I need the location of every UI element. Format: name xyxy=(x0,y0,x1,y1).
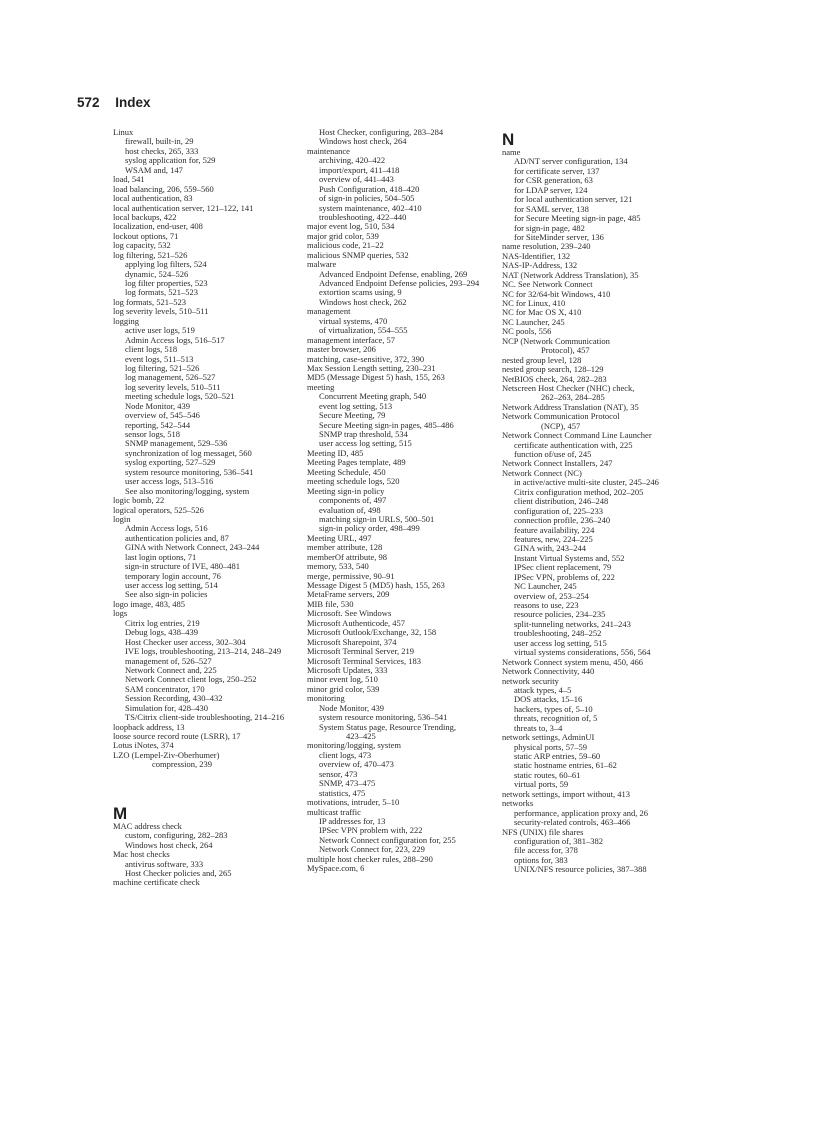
index-entry: member attribute, 128 xyxy=(307,542,383,553)
index-subentry: client logs, 473 xyxy=(319,749,372,760)
index-subentry: user access log setting, 515 xyxy=(514,637,607,648)
index-entry: meeting schedule logs, 520 xyxy=(307,476,400,487)
index-subentry: active user logs, 519 xyxy=(125,325,195,336)
index-subentry: features, new, 224–225 xyxy=(514,533,593,544)
index-entry: Lotus iNotes, 374 xyxy=(113,740,174,751)
index-subentry: AD/NT server configuration, 134 xyxy=(514,156,628,167)
index-subentry: for LDAP server, 124 xyxy=(514,184,588,195)
index-subentry: syslog exporting, 527–529 xyxy=(125,457,216,468)
index-subentry: for SiteMinder server, 136 xyxy=(514,231,604,242)
index-subentry: Admin Access logs, 516 xyxy=(125,523,208,534)
index-subentry: for local authentication server, 121 xyxy=(514,194,633,205)
index-entry: MD5 (Message Digest 5) hash, 155, 263 xyxy=(307,372,445,383)
index-subentry: Push Configuration, 418–420 xyxy=(319,183,420,194)
index-subentry: Secure Meeting sign-in pages, 485–486 xyxy=(319,419,454,430)
index-subentry: split-tunneling networks, 241–243 xyxy=(514,618,631,629)
index-entry: LZO (Lempel-Ziv-Oberhumer) xyxy=(113,749,220,760)
index-entry: MAC address check xyxy=(113,820,182,831)
index-subentry: See also monitoring/logging, system xyxy=(125,485,250,496)
index-entry: major grid color, 539 xyxy=(307,230,379,241)
index-subentry: Admin Access logs, 516–517 xyxy=(125,334,225,345)
index-entry: NCP (Network Communication xyxy=(502,335,610,346)
index-subentry: last login options, 71 xyxy=(125,551,197,562)
index-subentry: IVE logs, troubleshooting, 213–214, 248–249 xyxy=(125,646,282,657)
index-subentry: (NCP), 457 xyxy=(541,420,581,431)
index-entry: major event log, 510, 534 xyxy=(307,221,395,232)
index-subentry: compression, 239 xyxy=(152,759,212,770)
index-subentry: statistics, 475 xyxy=(319,787,366,798)
index-subentry: Citrix configuration method, 202–205 xyxy=(514,486,644,497)
index-subentry: GINA with, 243–244 xyxy=(514,543,587,554)
index-subentry: UNIX/NFS resource policies, 387–388 xyxy=(514,864,647,875)
index-subentry: system maintenance, 402–410 xyxy=(319,202,422,213)
index-entry: loopback address, 13 xyxy=(113,721,185,732)
index-subentry: archiving, 420–422 xyxy=(319,155,386,166)
index-subentry: Simulation for, 428–430 xyxy=(125,702,209,713)
index-subentry: function of/use of, 245 xyxy=(514,449,592,459)
page-number: 572 xyxy=(77,95,100,110)
index-subentry: log management, 526–527 xyxy=(125,372,216,383)
index-entry: MetaFrame servers, 209 xyxy=(307,589,390,600)
index-subentry: connection profile, 236–240 xyxy=(514,515,611,526)
index-entry: NC for Linux, 410 xyxy=(502,298,566,308)
section-letter: M xyxy=(113,803,128,823)
index-subentry: for SAML server, 138 xyxy=(514,203,589,214)
index-entry: load balancing, 206, 559–560 xyxy=(113,183,214,194)
index-subentry: security-related controls, 463–466 xyxy=(514,817,631,828)
index-entry: Meeting ID, 485 xyxy=(307,447,364,458)
index-entry: management xyxy=(307,306,351,317)
index-entry: Microsoft Sharepoint, 374 xyxy=(307,636,397,647)
index-entry: logic bomb, 22 xyxy=(113,495,165,506)
index-subentry: resource policies, 234–235 xyxy=(514,609,606,620)
index-entry: NC pools, 556 xyxy=(502,326,552,337)
index-entry: machine certificate check xyxy=(113,877,200,888)
index-subentry: for certificate server, 137 xyxy=(514,165,600,176)
index-subentry: static hostname entries, 61–62 xyxy=(514,760,617,771)
index-entry: NC. See Network Connect xyxy=(502,279,593,290)
index-subentry: of virtualization, 554–555 xyxy=(319,325,408,336)
index-entry: multicast traffic xyxy=(307,806,361,817)
index-subentry: virtual systems considerations, 556, 564 xyxy=(514,647,651,658)
index-subentry: overview of, 441–443 xyxy=(319,174,394,185)
index-subentry: NC Launcher, 245 xyxy=(514,581,577,592)
index-subentry: reasons to use, 223 xyxy=(514,600,579,610)
index-entry: minor grid color, 539 xyxy=(307,683,380,694)
index-entry: Linux xyxy=(113,127,134,137)
index-entry: Microsoft. See Windows xyxy=(307,608,392,619)
index-entry: Meeting URL, 497 xyxy=(307,532,372,543)
index-entry: management interface, 57 xyxy=(307,334,396,345)
index-entry: NFS (UNIX) file shares xyxy=(502,826,584,837)
index-entry: meeting xyxy=(307,381,335,392)
index-subentry: Secure Meeting, 79 xyxy=(319,410,386,421)
index-subentry: host checks, 265, 333 xyxy=(125,145,199,156)
index-subentry: Windows host check, 264 xyxy=(319,136,407,147)
index-subentry: DOS attacks, 15–16 xyxy=(514,694,583,705)
index-entry: monitoring xyxy=(307,693,345,704)
index-subentry: overview of, 545–546 xyxy=(125,410,200,421)
index-subentry: Advanced Endpoint Defense policies, 293–294 xyxy=(319,278,480,288)
index-entry: Microsoft Updates, 333 xyxy=(307,664,388,675)
index-subentry: in active/active multi-site cluster, 245–246 xyxy=(514,477,659,488)
index-subentry: components of, 497 xyxy=(319,495,387,506)
index-subentry: system resource monitoring, 536–541 xyxy=(125,466,254,477)
index-subentry: SNMP, 473–475 xyxy=(319,778,376,789)
index-subentry: troubleshooting, 422–440 xyxy=(319,211,407,222)
index-subentry: firewall, built-in, 29 xyxy=(125,136,194,147)
index-subentry: Windows host check, 264 xyxy=(125,839,213,850)
index-entry: local backups, 422 xyxy=(113,211,177,222)
index-entry: log formats, 521–523 xyxy=(113,296,186,307)
index-entry: NetBIOS check, 264, 282–283 xyxy=(502,373,607,384)
index-subentry: client distribution, 246–248 xyxy=(514,496,609,507)
index-subentry: Windows host check, 262 xyxy=(319,296,407,307)
index-subentry: physical ports, 57–59 xyxy=(514,741,587,752)
index-subentry: Citrix log entries, 219 xyxy=(125,617,200,628)
index-entry: Network Address Translation (NAT), 35 xyxy=(502,401,639,412)
index-subentry: syslog application for, 529 xyxy=(125,155,216,166)
index-subentry: See also sign-in policies xyxy=(125,589,208,600)
index-entry: monitoring/logging, system xyxy=(307,740,401,751)
index-subentry: troubleshooting, 248–252 xyxy=(514,628,602,639)
index-entry: NC Launcher, 245 xyxy=(502,316,565,327)
index-subentry: Network Connect configuration for, 255 xyxy=(319,834,456,845)
index-subentry: custom, configuring, 282–283 xyxy=(125,830,228,841)
index-subentry: Instant Virtual Systems and, 552 xyxy=(514,552,625,563)
index-subentry: antivirus software, 333 xyxy=(125,858,204,869)
index-entry: login xyxy=(113,513,131,524)
index-subentry: Concurrent Meeting graph, 540 xyxy=(319,391,427,402)
index-entry: name resolution, 239–240 xyxy=(502,241,591,252)
index-subentry: Node Monitor, 439 xyxy=(319,702,385,713)
index-subentry: matching sign-in URLS, 500–501 xyxy=(319,513,435,524)
index-subentry: threats to, 3–4 xyxy=(514,722,563,733)
index-entry: NC for Mac OS X, 410 xyxy=(502,307,582,318)
index-subentry: IPSec VPN, problems of, 222 xyxy=(514,571,615,582)
index-entry: Network Connect Command Line Launcher xyxy=(502,430,652,441)
index-subentry: configuration of, 381–382 xyxy=(514,835,603,846)
index-entry: Netscreen Host Checker (NHC) check, xyxy=(502,382,635,393)
index-subentry: SNMP trap threshold, 534 xyxy=(319,429,408,439)
index-entry: Microsoft Terminal Services, 183 xyxy=(307,655,421,666)
index-subentry: log filter properties, 523 xyxy=(125,278,208,288)
index-subentry: 423–425 xyxy=(346,731,376,741)
index-subentry: user access logs, 513–516 xyxy=(125,476,214,487)
index-subentry: overview of, 470–473 xyxy=(319,759,394,770)
index-subentry: Node Monitor, 439 xyxy=(125,400,191,411)
index-subentry: Network Connect and, 225 xyxy=(125,664,217,675)
index-entry: memberOf attribute, 98 xyxy=(307,551,388,562)
index-subentry: temporary login account, 76 xyxy=(125,570,221,581)
index-entry: MIB file, 530 xyxy=(307,598,354,609)
index-entry: Network Connect system menu, 450, 466 xyxy=(502,656,643,667)
index-entry: matching, case-sensitive, 372, 390 xyxy=(307,353,425,364)
index-subentry: log severity levels, 510–511 xyxy=(125,381,221,392)
index-subentry: IPSec VPN problem with, 222 xyxy=(319,825,423,836)
index-entry: NAS-Identifier, 132 xyxy=(502,250,571,261)
index-subentry: import/export, 411–418 xyxy=(319,164,400,175)
index-entry: log filtering, 521–526 xyxy=(113,249,188,260)
index-column-3 xyxy=(502,131,702,875)
index-entry: maintenance xyxy=(307,145,350,156)
index-subentry: extortion scams using, 9 xyxy=(319,287,402,298)
index-entry: NAS-IP-Address, 132 xyxy=(502,260,578,271)
index-entry: logging xyxy=(113,315,139,326)
index-entry: loose source record route (LSRR), 17 xyxy=(113,731,241,741)
index-entry: network settings, AdminUI xyxy=(502,732,595,743)
index-entry: Meeting sign-in policy xyxy=(307,485,385,496)
index-subentry: Host Checker policies and, 265 xyxy=(125,867,232,878)
index-entry: multiple host checker rules, 288–290 xyxy=(307,853,433,864)
index-subentry: hackers, types of, 5–10 xyxy=(514,703,593,714)
index-entry: lockout options, 71 xyxy=(113,230,179,241)
index-entry: name xyxy=(502,147,521,157)
index-entry: motivations, intruder, 5–10 xyxy=(307,797,400,808)
index-subentry: System Status page, Resource Trending, xyxy=(319,721,456,732)
index-subentry: 262–263, 284–285 xyxy=(541,392,605,403)
index-subentry: virtual ports, 59 xyxy=(514,779,569,790)
index-subentry: Host Checker, configuring, 283–284 xyxy=(319,127,444,137)
index-entry: malware xyxy=(307,259,337,270)
index-subentry: for Secure Meeting sign-in page, 485 xyxy=(514,213,641,224)
index-subentry: static ARP entries, 59–60 xyxy=(514,751,601,761)
index-entry: localization, end-user, 408 xyxy=(113,221,203,232)
index-entry: Meeting Pages template, 489 xyxy=(307,457,406,468)
index-subentry: SNMP management, 529–536 xyxy=(125,438,228,449)
index-entry: Network Connect Installers, 247 xyxy=(502,458,613,469)
index-subentry: certificate authentication with, 225 xyxy=(514,439,633,450)
index-subentry: overview of, 253–254 xyxy=(514,590,589,601)
index-entry: nested group level, 128 xyxy=(502,354,582,365)
index-entry: malicious code, 21–22 xyxy=(307,240,384,251)
index-subentry: attack types, 4–5 xyxy=(514,684,572,695)
index-entry: network settings, import without, 413 xyxy=(502,788,630,799)
index-subentry: configuration of, 225–233 xyxy=(514,505,603,516)
index-entry: Network Connect (NC) xyxy=(502,467,582,478)
index-subentry: sensor, 473 xyxy=(319,768,358,779)
index-subentry: log formats, 521–523 xyxy=(125,287,198,298)
index-subentry: sign-in structure of IVE, 480–481 xyxy=(125,561,240,572)
index-entry: local authentication, 83 xyxy=(113,193,193,204)
index-subentry: file access for, 378 xyxy=(514,845,578,856)
page-header xyxy=(77,95,151,110)
index-entry: Microsoft Terminal Server, 219 xyxy=(307,646,415,657)
index-subentry: system resource monitoring, 536–541 xyxy=(319,712,448,723)
index-entry: master browser, 206 xyxy=(307,344,376,355)
index-entry: logo image, 483, 485 xyxy=(113,598,186,609)
index-entry: NC for 32/64-bit Windows, 410 xyxy=(502,288,611,299)
index-subentry: of sign-in policies, 504–505 xyxy=(319,193,415,204)
index-subentry: Network Connect for, 223, 229 xyxy=(319,844,425,855)
index-entry: Message Digest 5 (MD5) hash, 155, 263 xyxy=(307,580,445,590)
index-subentry: Debug logs, 438–439 xyxy=(125,627,198,638)
index-subentry: Advanced Endpoint Defense, enabling, 269 xyxy=(319,268,468,279)
index-entry: logs xyxy=(113,608,128,619)
index-subentry: Protocol), 457 xyxy=(541,345,590,356)
index-subentry: options for, 383 xyxy=(514,854,568,865)
index-entry: local authentication server, 121–122, 141 xyxy=(113,202,254,213)
index-subentry: sign-in policy order, 498–499 xyxy=(319,523,420,534)
index-column-1 xyxy=(113,128,303,888)
index-subentry: IPSec client replacement, 79 xyxy=(514,562,612,573)
index-entry: log capacity, 532 xyxy=(113,240,171,251)
index-subentry: authentication policies and, 87 xyxy=(125,532,229,543)
index-subentry: evaluation of, 498 xyxy=(319,504,381,515)
index-subentry: for CSR generation, 63 xyxy=(514,175,593,186)
index-subentry: dynamic, 524–526 xyxy=(125,268,189,279)
index-subentry: static routes, 60–61 xyxy=(514,769,581,780)
index-entry: Max Session Length setting, 230–231 xyxy=(307,362,436,373)
page-title: Index xyxy=(115,95,151,110)
index-subentry: applying log filters, 524 xyxy=(125,259,207,270)
index-entry: log severity levels, 510–511 xyxy=(113,306,209,317)
index-subentry: SAM concentrator, 170 xyxy=(125,683,205,694)
index-subentry: WSAM and, 147 xyxy=(125,164,183,175)
index-subentry: management of, 526–527 xyxy=(125,655,212,666)
index-subentry: reporting, 542–544 xyxy=(125,419,191,430)
index-entry: network security xyxy=(502,675,559,686)
index-entry: Mac host checks xyxy=(113,849,170,860)
index-subentry: TS/Citrix client-side troubleshooting, 214–216 xyxy=(125,712,285,723)
index-entry: Network Communication Protocol xyxy=(502,411,620,422)
index-subentry: event log setting, 513 xyxy=(319,400,393,411)
index-entry: NAT (Network Address Translation), 35 xyxy=(502,269,639,280)
index-subentry: sensor logs, 518 xyxy=(125,429,181,439)
index-subentry: virtual systems, 470 xyxy=(319,315,388,326)
index-subentry: event logs, 511–513 xyxy=(125,353,194,364)
index-entry: Microsoft Outlook/Exchange, 32, 158 xyxy=(307,627,437,638)
index-subentry: user access log setting, 514 xyxy=(125,580,218,590)
index-entry: memory, 533, 540 xyxy=(307,561,369,572)
index-column-2 xyxy=(307,128,497,874)
index-subentry: log filtering, 521–526 xyxy=(125,362,200,373)
index-entry: Network Connectivity, 440 xyxy=(502,666,595,677)
index-entry: Microsoft Authenticode, 457 xyxy=(307,617,405,628)
index-entry: logical operators, 525–526 xyxy=(113,504,204,515)
index-entry: Meeting Schedule, 450 xyxy=(307,466,386,477)
index-subentry: client logs, 518 xyxy=(125,344,178,355)
index-entry: nested group search, 128–129 xyxy=(502,364,604,375)
index-subentry: Session Recording, 430–432 xyxy=(125,693,223,704)
index-subentry: IP addresses for, 13 xyxy=(319,815,386,826)
index-entry: merge, permissive, 90–91 xyxy=(307,570,395,581)
index-subentry: feature availability, 224 xyxy=(514,524,595,535)
index-subentry: user access log setting, 515 xyxy=(319,438,412,449)
index-subentry: performance, application proxy and, 26 xyxy=(514,807,649,818)
index-entry: malicious SNMP queries, 532 xyxy=(307,249,409,260)
index-subentry: Network Connect client logs, 250–252 xyxy=(125,674,257,685)
index-subentry: threats, recognition of, 5 xyxy=(514,713,598,724)
index-subentry: Host Checker user access, 302–304 xyxy=(125,636,246,647)
index-subentry: for sign-in page, 482 xyxy=(514,222,585,233)
index-subentry: GINA with Network Connect, 243–244 xyxy=(125,542,260,553)
index-subentry: meeting schedule logs, 520–521 xyxy=(125,391,235,402)
index-entry: networks xyxy=(502,798,534,809)
index-entry: load, 541 xyxy=(113,174,145,185)
index-entry: minor event log, 510 xyxy=(307,674,378,685)
index-entry: MySpace.com, 6 xyxy=(307,863,365,874)
index-subentry: synchronization of log messaget, 560 xyxy=(125,447,252,458)
section-letter: N xyxy=(502,130,515,149)
